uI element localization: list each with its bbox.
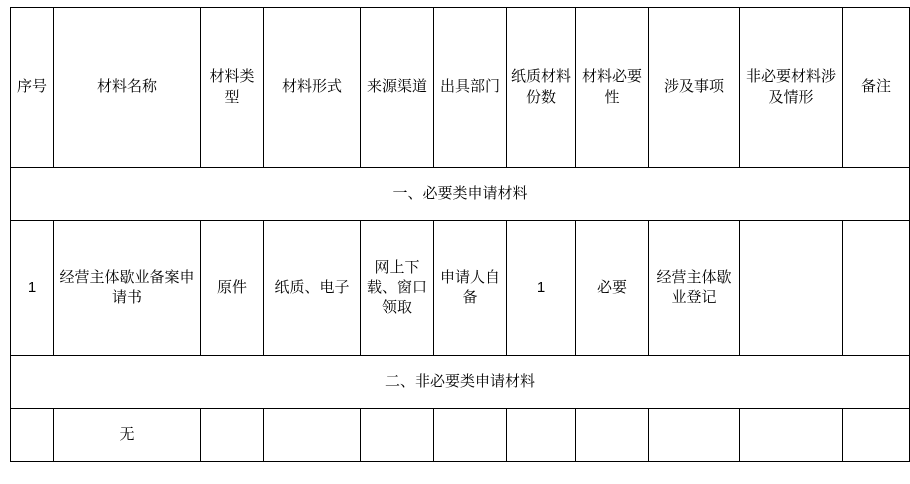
table-header [11, 8, 910, 168]
column-header-copies: 纸质材料份数 [507, 8, 576, 168]
cell-type [201, 409, 264, 462]
application-materials-table [10, 7, 910, 462]
cell-copies: 1 [507, 221, 576, 356]
section-title-required: 一、必要类申请材料 [11, 168, 910, 221]
cell-type: 原件 [201, 221, 264, 356]
cell-name: 无 [54, 409, 201, 462]
cell-dept: 申请人自备 [434, 221, 507, 356]
column-header-matters: 涉及事项 [649, 8, 740, 168]
cell-name: 经营主体歇业备案申请书 [54, 221, 201, 356]
cell-form: 纸质、电子 [264, 221, 361, 356]
column-header-form: 材料形式 [264, 8, 361, 168]
column-header-channel: 来源渠道 [361, 8, 434, 168]
table-header-row [11, 8, 910, 168]
section-header-row-required [11, 168, 910, 221]
column-header-name: 材料名称 [54, 8, 201, 168]
section-header-row-optional [11, 356, 910, 409]
column-header-seq: 序号 [11, 8, 54, 168]
cell-nonnecessary [740, 409, 843, 462]
cell-channel [361, 409, 434, 462]
cell-remark [843, 221, 910, 356]
cell-matters: 经营主体歇业登记 [649, 221, 740, 356]
cell-seq [11, 409, 54, 462]
cell-copies [507, 409, 576, 462]
cell-dept [434, 409, 507, 462]
column-header-necessity: 材料必要性 [576, 8, 649, 168]
column-header-remark: 备注 [843, 8, 910, 168]
cell-necessity [576, 409, 649, 462]
cell-necessity: 必要 [576, 221, 649, 356]
cell-matters [649, 409, 740, 462]
table-body [11, 168, 910, 462]
column-header-dept: 出具部门 [434, 8, 507, 168]
table-row [11, 221, 910, 356]
cell-nonnecessary [740, 221, 843, 356]
cell-seq: 1 [11, 221, 54, 356]
section-title-optional: 二、非必要类申请材料 [11, 356, 910, 409]
column-header-nonnecessary: 非必要材料涉及情形 [740, 8, 843, 168]
column-header-type: 材料类型 [201, 8, 264, 168]
table-row [11, 409, 910, 462]
cell-channel: 网上下载、窗口领取 [361, 221, 434, 356]
cell-remark [843, 409, 910, 462]
cell-form [264, 409, 361, 462]
